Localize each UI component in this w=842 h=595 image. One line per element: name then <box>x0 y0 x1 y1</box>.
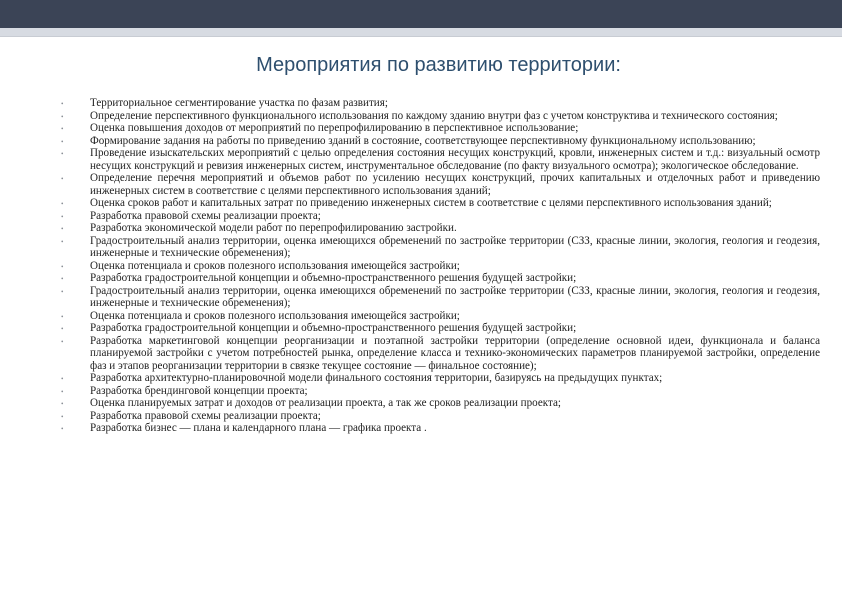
slide-title: Мероприятия по развитию территории: <box>256 54 621 76</box>
header-divider <box>0 36 842 37</box>
list-item: • Территориальное сегментирование участка по фазам развития; <box>90 97 820 110</box>
header-band <box>0 0 842 28</box>
list-item: • Оценка повышения доходов от мероприятий по перепрофилированию в перспективное использование; <box>90 122 820 135</box>
list-item: • Разработка бизнес — плана и календарного плана — графика проекта . <box>90 422 820 435</box>
list-item: • Разработка экономической модели работ по перепрофилированию застройки. <box>90 222 820 235</box>
list-item: • Разработка градостроительной концепции и объемно-пространственного решения будущей застройки; <box>90 322 820 335</box>
list-item: • Оценка потенциала и сроков полезного использования имеющейся застройки; <box>90 260 820 273</box>
list-item: • Проведение изыскательских мероприятий с целью определения состояния несущих конструкций, кровли, инженерных систем и т.д.: визуальный осмотр несущих конструкций и ревизия инженерных систем, инструментальное обследование (по факту визуального осмотра); экологическое обследование. <box>90 147 820 172</box>
list-item: • Градостроительный анализ территории, оценка имеющихся обременений по застройке территории (СЗЗ, красные линии, экология, геология и геодезия, инженерные и технические обременения); <box>90 235 820 260</box>
list-item: • Формирование задания на работы по приведению зданий в состояние, соответствующее перспективному функциональному использованию; <box>90 135 820 148</box>
list-item: • Оценка сроков работ и капитальных затрат по приведению инженерных систем в соответствие с целями перспективного использования зданий; <box>90 197 820 210</box>
list-item: • Разработка маркетинговой концепции реорганизации и поэтапной застройки территории (определение основной идеи, функционала и баланса планируемой застройки с учетом потребностей рынка, определение класса и технико-экономических параметров планируемой застройки, определение фаз и этапов реорганизации территории в связке текущее состояние — финальное состояние); <box>90 335 820 373</box>
list-item: • Разработка брендинговой концепции проекта; <box>90 385 820 398</box>
list-item: • Разработка градостроительной концепции и объемно-пространственного решения будущей застройки; <box>90 272 820 285</box>
list-item: • Определение перечня мероприятий и объемов работ по усилению несущих конструкций, прочих капитальных и отделочных работ и приведению инженерных систем в соответствие с целями перспективного использования зданий; <box>90 172 820 197</box>
list-item: • Оценка потенциала и сроков полезного использования имеющейся застройки; <box>90 310 820 323</box>
measures-list <box>90 97 820 435</box>
list-item: • Оценка планируемых затрат и доходов от реализации проекта, а так же сроков реализации проекта; <box>90 397 820 410</box>
list-item: • Градостроительный анализ территории, оценка имеющихся обременений по застройке территории (СЗЗ, красные линии, экология, геология и геодезия, инженерные и технические обременения); <box>90 285 820 310</box>
list-item: • Разработка правовой схемы реализации проекта; <box>90 210 820 223</box>
list-item: • Определение перспективного функционального использования по каждому зданию внутри фаз с учетом конструктива и технического состояния; <box>90 110 820 123</box>
list-item: • Разработка архитектурно-планировочной модели финального состояния территории, базируясь на предыдущих пунктах; <box>90 372 820 385</box>
list-item: • Разработка правовой схемы реализации проекта; <box>90 410 820 423</box>
header-stripe <box>0 28 842 36</box>
